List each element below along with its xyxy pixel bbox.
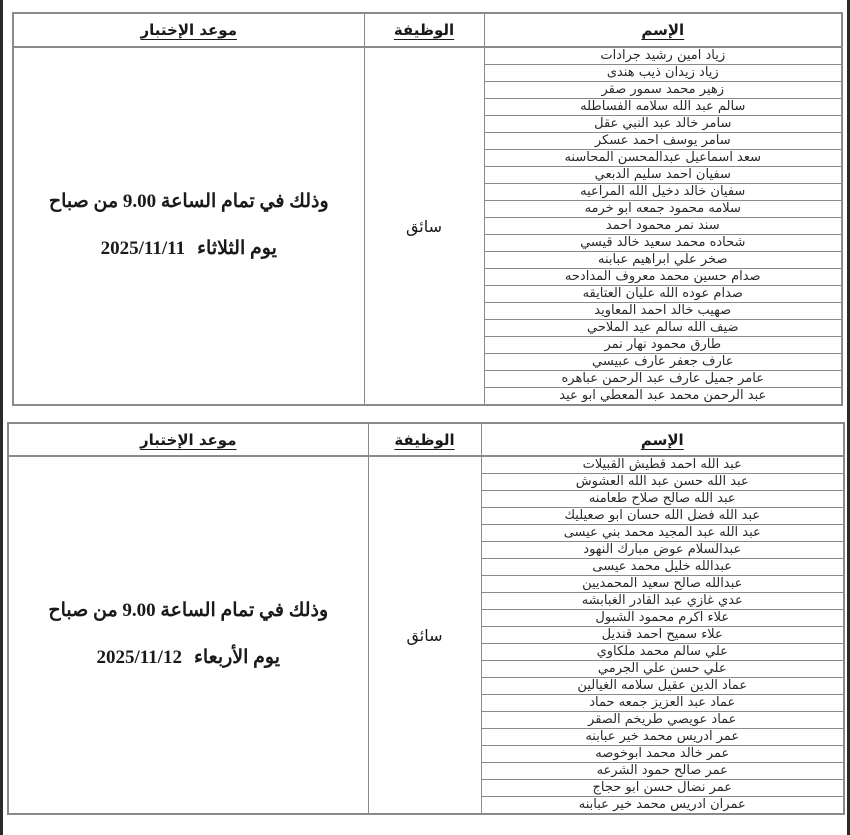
- name-cell: طارق محمود نهار نمر: [484, 337, 842, 354]
- name-cell: علي حسن علي الجرمي: [481, 661, 844, 678]
- name-cell: عمر خالد محمد ابوخوصه: [481, 746, 844, 763]
- name-cell: سعد اسماعيل عبدالمحسن المحاسنه: [484, 150, 842, 167]
- job-cell: سائق: [364, 47, 484, 405]
- name-cell: زهير محمد سمور صقر: [484, 82, 842, 99]
- header-job: الوظيفة: [368, 423, 481, 456]
- name-cell: عامر جميل عارف عبد الرحمن عباهره: [484, 371, 842, 388]
- name-cell: صهيب خالد احمد المعاويد: [484, 303, 842, 320]
- name-cell: زياد امين رشيد جرادات: [484, 47, 842, 65]
- header-name: الإسم: [481, 423, 844, 456]
- header-name: الإسم: [484, 13, 842, 47]
- name-cell: صدام عوده الله عليان العتايقه: [484, 286, 842, 303]
- page-frame-left: [0, 0, 3, 835]
- name-cell: سفيان احمد سليم الدبعي: [484, 167, 842, 184]
- exam-day-line: [14, 238, 364, 261]
- name-cell: عدي غازي عبد القادر الغبابشه: [481, 593, 844, 610]
- name-cell: ضيف الله سالم عيد الملاحي: [484, 320, 842, 337]
- name-cell: عبد الله فضل الله حسان ابو صعيليك: [481, 508, 844, 525]
- name-cell: صدام حسين محمد معروف المدادحه: [484, 269, 842, 286]
- exam-day: يوم الثلاثاء: [197, 238, 277, 259]
- exam-time-text: وذلك في تمام الساعة 9.00 من صباح: [48, 191, 329, 213]
- name-cell: عبدالله صالح سعيد المحمديين: [481, 576, 844, 593]
- name-cell: عمر نضال حسن ابو حجاج: [481, 780, 844, 797]
- name-cell: عبد الله صالح صلاح طعامنه: [481, 491, 844, 508]
- table-row: [13, 47, 842, 65]
- name-cell: عماد الدين عقيل سلامه الغيالين: [481, 678, 844, 695]
- exam-time-cell: [8, 456, 368, 814]
- name-cell: سفيان خالد دخيل الله المراعيه: [484, 184, 842, 201]
- exam-date: 2025/11/11: [100, 238, 186, 259]
- exam-day: يوم الأربعاء: [193, 647, 281, 668]
- table-2-body: [8, 456, 844, 814]
- name-cell: سامر يوسف احمد عسكر: [484, 133, 842, 150]
- name-cell: سامر خالد عبد النبي عقل: [484, 116, 842, 133]
- name-cell: عبدالسلام عوض مبارك النهود: [481, 542, 844, 559]
- name-cell: شحاده محمد سعيد خالد قيسي: [484, 235, 842, 252]
- name-cell: عارف جعفر عارف عبيسي: [484, 354, 842, 371]
- exam-time-text: وذلك في تمام الساعة 9.00 من صباح: [48, 600, 329, 622]
- name-cell: سند نمر محمود احمد: [484, 218, 842, 235]
- name-cell: صخر علي ابراهيم عبابنه: [484, 252, 842, 269]
- name-cell: عبد الله عبد المجيد محمد بني عيسى: [481, 525, 844, 542]
- name-cell: سلامه محمود جمعه ابو خرمه: [484, 201, 842, 218]
- name-cell: عماد عبد العزيز جمعه حماد: [481, 695, 844, 712]
- name-cell: عبد الله احمد قطيش القبيلات: [481, 456, 844, 474]
- header-exam-time: موعد الإختبار: [8, 423, 368, 456]
- name-cell: عبد الرحمن محمد عبد المعطي ابو عيد: [484, 388, 842, 406]
- name-cell: عبدالله خليل محمد عيسى: [481, 559, 844, 576]
- header-job: الوظيفة: [364, 13, 484, 47]
- table-row: [8, 456, 844, 474]
- exam-date: 2025/11/12: [96, 647, 182, 668]
- name-cell: علاء اكرم محمود الشبول: [481, 610, 844, 627]
- job-cell: سائق: [368, 456, 481, 814]
- exam-time-cell: [13, 47, 364, 405]
- name-cell: سالم عبد الله سلامه الفساطله: [484, 99, 842, 116]
- name-cell: عبد الله حسن عبد الله العشوش: [481, 474, 844, 491]
- name-cell: علاء سميح احمد قنديل: [481, 627, 844, 644]
- schedule-table-2: [7, 422, 845, 815]
- name-cell: علي سالم محمد ملكاوي: [481, 644, 844, 661]
- table-1-body: [13, 47, 842, 405]
- name-cell: عماد عويصي طريخم الصقر: [481, 712, 844, 729]
- exam-day-line: [9, 647, 368, 670]
- name-cell: زياد زيدان ذيب هندى: [484, 65, 842, 82]
- header-exam-time: موعد الإختبار: [13, 13, 364, 47]
- name-cell: عمر ادريس محمد خير عبابنه: [481, 729, 844, 746]
- schedule-table-1: [12, 12, 843, 406]
- name-cell: عمر صالح حمود الشرعه: [481, 763, 844, 780]
- name-cell: عمران ادريس محمد خير عبابنه: [481, 797, 844, 815]
